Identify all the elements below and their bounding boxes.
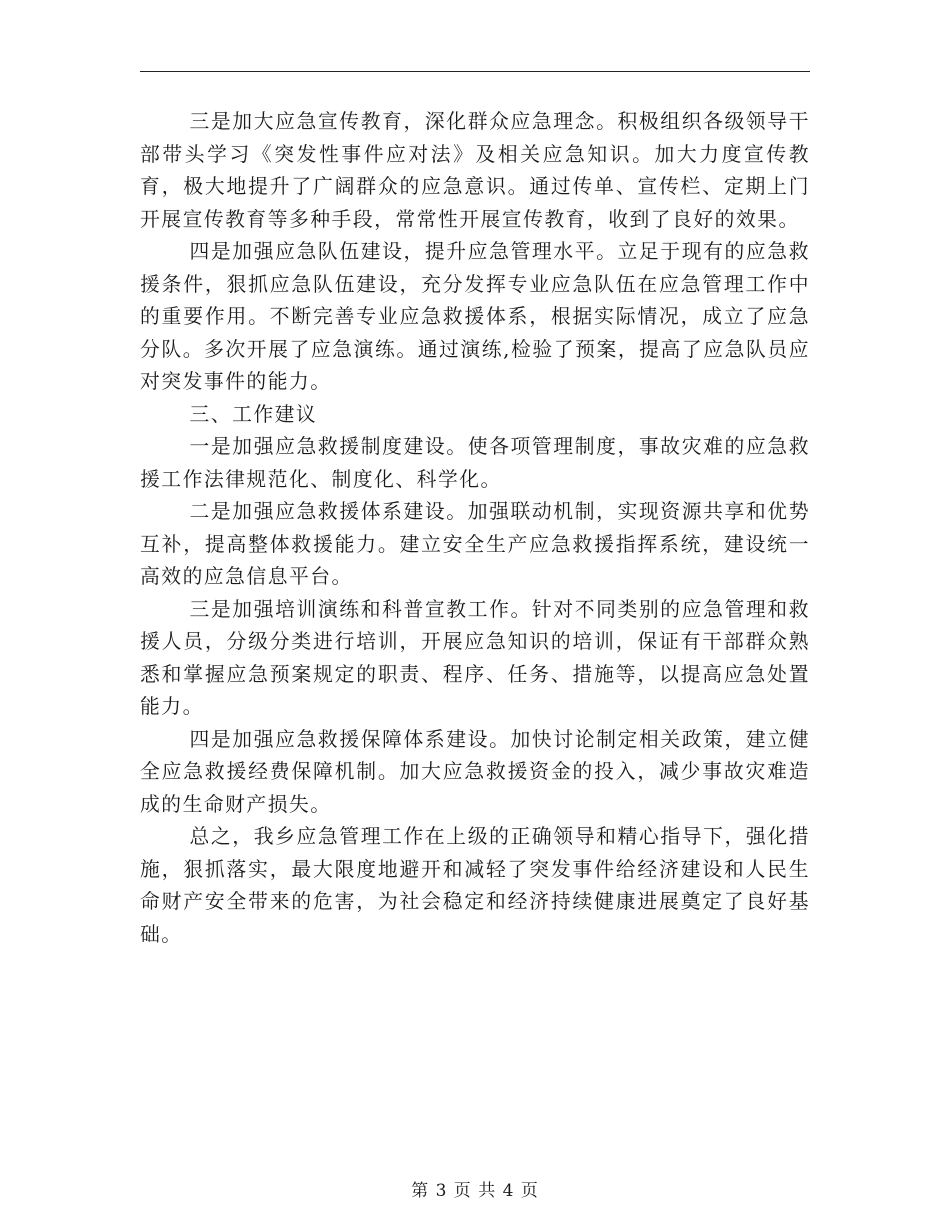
paragraph-conclusion: 总之，我乡应急管理工作在上级的正确领导和精心指导下，强化措施，狠抓落实，最大限度地避开和减轻了突发事件给经济建设和人民生命财产安全带来的危害，为社会稳定和经济持续健康进展奠定了良好基础。 bbox=[140, 825, 810, 946]
paragraph-system-rules: 一是加强应急救援制度建设。使各项管理制度，事故灾难的应急救援工作法律规范化、制度化、科学化。 bbox=[140, 435, 810, 491]
paragraph-publicity-education: 三是加大应急宣传教育，深化群众应急理念。积极组织各级领导干部带头学习《突发性事件应对法》及相关应急知识。加大力度宣传教育，极大地提升了广阔群众的应急意识。通过传单、宣传栏、定期上门开展宣传教育等多种手段，常常性开展宣传教育，收到了良好的效果。 bbox=[140, 110, 810, 231]
page-footer bbox=[0, 1180, 950, 1202]
header-rule bbox=[140, 71, 810, 72]
section-heading-work-suggestions: 三、工作建议 bbox=[189, 402, 318, 426]
page-number-label: 第 3 页 共 4 页 bbox=[411, 1181, 539, 1201]
paragraph-team-building: 四是加强应急队伍建设，提升应急管理水平。立足于现有的应急救援条件，狠抓应急队伍建设，充分发挥专业应急队伍在应急管理工作中的重要作用。不断完善专业应急救援体系，根据实际情况，成立了应急分队。多次开展了应急演练。通过演练,检验了预案，提高了应急队员应对突发事件的能力。 bbox=[140, 240, 810, 393]
paragraph-training-drills: 三是加强培训演练和科普宣教工作。针对不同类别的应急管理和救援人员，分级分类进行培训，开展应急知识的培训，保证有干部群众熟悉和掌握应急预案规定的职责、程序、任务、措施等，以提高应急处置能力。 bbox=[140, 597, 810, 718]
paragraph-guarantee-system: 四是加强应急救援保障体系建设。加快讨论制定相关政策，建立健全应急救援经费保障机制。加大应急救援资金的投入，减少事故灾难造成的生命财产损失。 bbox=[140, 727, 810, 816]
document-body bbox=[140, 106, 810, 951]
paragraph-rescue-system: 二是加强应急救援体系建设。加强联动机制，实现资源共享和优势互补，提高整体救援能力。建立安全生产应急救援指挥系统，建设统一高效的应急信息平台。 bbox=[140, 500, 810, 588]
